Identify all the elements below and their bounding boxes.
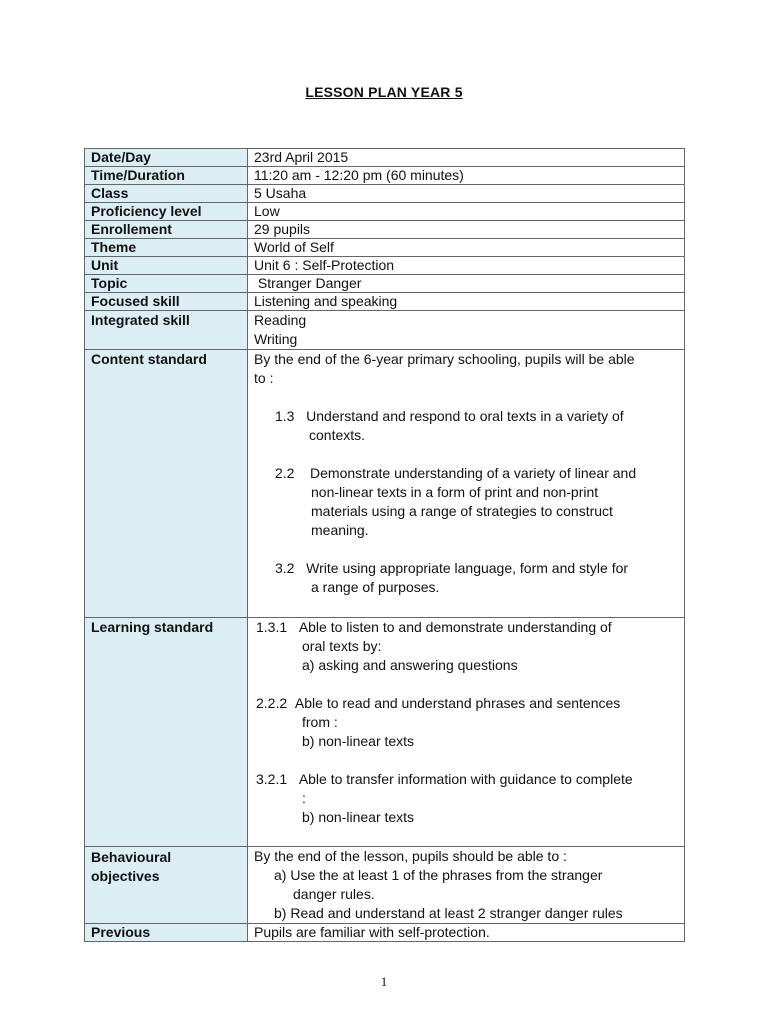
item-continuation: b) non-linear texts bbox=[302, 809, 415, 825]
label-line: objectives bbox=[91, 868, 160, 884]
previous-value: Pupils are familiar with self-protection. bbox=[248, 924, 685, 942]
item-text: Write using appropriate language, form and style for bbox=[306, 560, 629, 576]
row-topic bbox=[85, 275, 685, 293]
row-theme bbox=[85, 239, 685, 257]
document-title: LESSON PLAN YEAR 5 bbox=[305, 84, 463, 100]
objective-item: a) Use the at least 1 of the phrases from the stranger bbox=[274, 867, 603, 883]
content-standard-item bbox=[254, 559, 678, 578]
integrated-skill-line: Reading bbox=[254, 312, 307, 328]
item-continuation: b) non-linear texts bbox=[302, 733, 415, 749]
lesson-plan-table bbox=[84, 148, 685, 942]
item-continuation: meaning. bbox=[311, 522, 369, 538]
item-continuation: from : bbox=[302, 714, 338, 730]
objectives-intro: By the end of the lesson, pupils should be able to : bbox=[254, 848, 567, 864]
content-standard-item bbox=[254, 407, 678, 426]
item-continuation: materials using a range of strategies to construct bbox=[311, 503, 613, 519]
date-value: 23rd April 2015 bbox=[248, 149, 685, 167]
unit-label: Unit bbox=[85, 257, 248, 275]
row-enrollement bbox=[85, 221, 685, 239]
class-value: 5 Usaha bbox=[248, 185, 685, 203]
content-standard-item bbox=[254, 464, 678, 483]
topic-label: Topic bbox=[85, 275, 248, 293]
learning-standard-item bbox=[254, 618, 678, 637]
row-previous bbox=[85, 924, 685, 942]
time-label: Time/Duration bbox=[85, 167, 248, 185]
item-number: 1.3 bbox=[275, 408, 295, 424]
behavioural-objectives-value bbox=[248, 847, 685, 924]
theme-label: Theme bbox=[85, 239, 248, 257]
theme-value: World of Self bbox=[248, 239, 685, 257]
behavioural-objectives-label bbox=[85, 847, 248, 924]
enrollement-label: Enrollement bbox=[85, 221, 248, 239]
proficiency-label: Proficiency level bbox=[85, 203, 248, 221]
label-line: Behavioural bbox=[91, 849, 172, 865]
learning-standard-value bbox=[248, 618, 685, 847]
enrollement-value: 29 pupils bbox=[248, 221, 685, 239]
item-continuation: contexts. bbox=[309, 427, 366, 443]
date-label: Date/Day bbox=[85, 149, 248, 167]
row-proficiency bbox=[85, 203, 685, 221]
item-text: Able to listen to and demonstrate understanding of bbox=[298, 619, 612, 635]
row-integrated-skill bbox=[85, 311, 685, 350]
item-continuation: oral texts by: bbox=[302, 638, 382, 654]
learning-standard-item bbox=[254, 694, 678, 713]
integrated-skill-line: Writing bbox=[254, 331, 298, 347]
row-time bbox=[85, 167, 685, 185]
focused-skill-value: Listening and speaking bbox=[248, 293, 685, 311]
row-date bbox=[85, 149, 685, 167]
item-text: Demonstrate understanding of a variety of linear and bbox=[310, 465, 637, 481]
item-continuation: non-linear texts in a form of print and non-print bbox=[311, 484, 599, 500]
integrated-skill-label: Integrated skill bbox=[85, 311, 248, 350]
item-text: Understand and respond to oral texts in a variety of bbox=[306, 408, 624, 424]
row-class bbox=[85, 185, 685, 203]
proficiency-value: Low bbox=[248, 203, 685, 221]
item-number: 2.2.2 bbox=[256, 695, 288, 711]
learning-standard-label: Learning standard bbox=[85, 618, 248, 847]
content-standard-intro: to : bbox=[254, 370, 274, 386]
page-number: 1 bbox=[380, 974, 388, 989]
content-standard-label: Content standard bbox=[85, 350, 248, 618]
item-number: 1.3.1 bbox=[256, 619, 288, 635]
item-text: Able to transfer information with guidance to complete bbox=[298, 771, 633, 787]
objective-continuation: danger rules. bbox=[293, 886, 375, 902]
content-standard-intro: By the end of the 6-year primary schooling, pupils will be able bbox=[254, 351, 635, 367]
item-number: 2.2 bbox=[275, 465, 295, 481]
row-content-standard bbox=[85, 350, 685, 618]
item-continuation: a) asking and answering questions bbox=[302, 657, 518, 673]
row-behavioural-objectives bbox=[85, 847, 685, 924]
row-learning-standard bbox=[85, 618, 685, 847]
focused-skill-label: Focused skill bbox=[85, 293, 248, 311]
content-standard-value bbox=[248, 350, 685, 618]
row-focused-skill bbox=[85, 293, 685, 311]
item-continuation: : bbox=[302, 790, 306, 806]
item-text: Able to read and understand phrases and sentences bbox=[294, 695, 621, 711]
item-continuation: a range of purposes. bbox=[311, 579, 440, 595]
time-value: 11:20 am - 12:20 pm (60 minutes) bbox=[248, 167, 685, 185]
class-label: Class bbox=[85, 185, 248, 203]
topic-value: Stranger Danger bbox=[248, 275, 685, 293]
unit-value: Unit 6 : Self-Protection bbox=[248, 257, 685, 275]
row-unit bbox=[85, 257, 685, 275]
learning-standard-item bbox=[254, 770, 678, 789]
item-number: 3.2.1 bbox=[256, 771, 288, 787]
previous-label: Previous bbox=[85, 924, 248, 942]
item-number: 3.2 bbox=[275, 560, 295, 576]
objective-item: b) Read and understand at least 2 stranger danger rules bbox=[274, 905, 623, 921]
integrated-skill-value bbox=[248, 311, 685, 350]
